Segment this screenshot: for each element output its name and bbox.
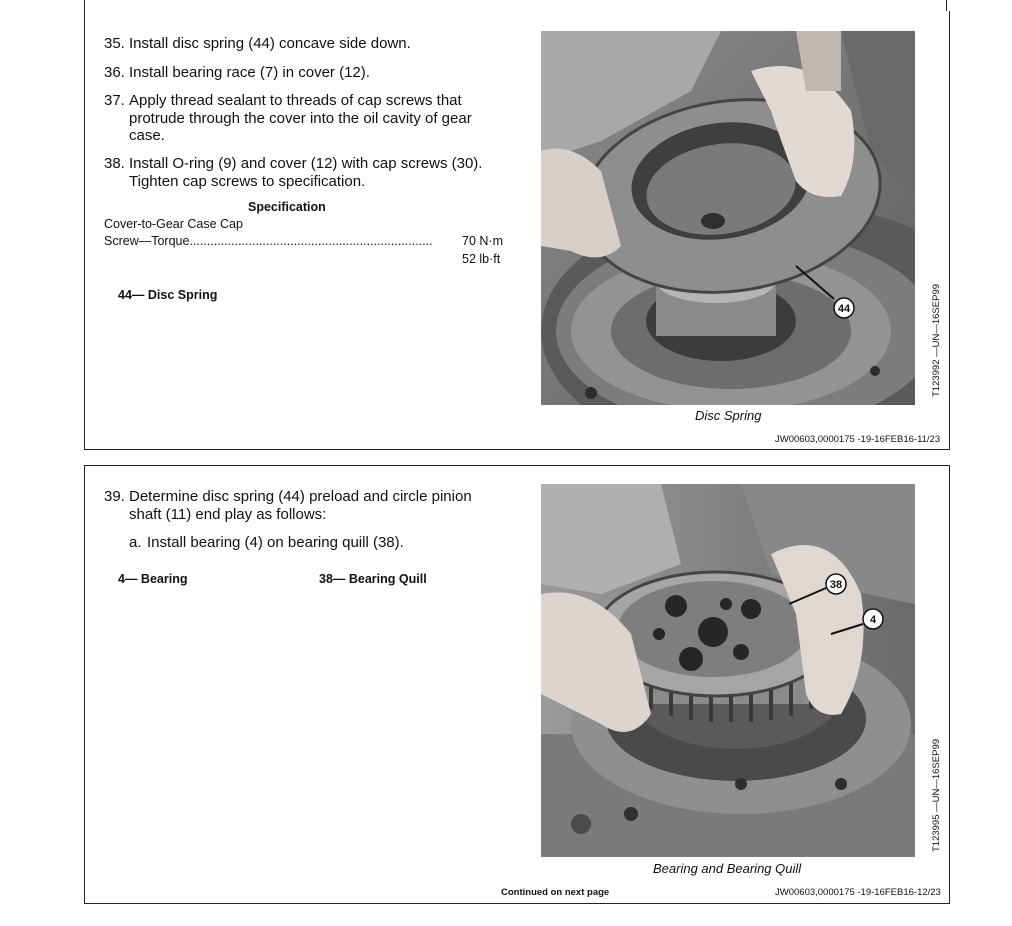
continued-notice: Continued on next page — [501, 887, 610, 898]
step-text: Install bearing race (7) in cover (12). — [129, 64, 370, 81]
image-code-1: T123992 —UN—16SEP99 — [931, 283, 942, 397]
photo-callout-38: 38 — [829, 579, 843, 591]
disc-spring-photo — [541, 31, 915, 405]
step-text-line: Install O-ring (9) and cover (12) with cap screws (30). — [129, 155, 483, 172]
callout-bearing-quill: 38— Bearing Quill — [319, 572, 427, 586]
photo-caption-2: Bearing and Bearing Quill — [653, 861, 802, 876]
photo-caption-1: Disc Spring — [695, 408, 762, 423]
step-number: 36. — [104, 64, 125, 81]
disc-spring-illustration — [541, 31, 915, 405]
spec-value-metric: 70 N·m — [462, 234, 503, 248]
step-text-line: Apply thread sealant to threads of cap screws that — [129, 92, 462, 109]
step-number: 37. — [104, 92, 125, 109]
callout-bearing: 4— Bearing — [118, 572, 188, 586]
spec-leader-dots: ...................................................................... — [189, 234, 433, 248]
reference-code-1: JW00603,0000175 -19-16FEB16-11/23 — [775, 434, 941, 445]
step-text-line: Tighten cap screws to specification. — [129, 172, 366, 190]
step-number: 39. — [104, 488, 125, 505]
substep-letter: a. — [129, 534, 142, 551]
bearing-quill-photo — [541, 484, 915, 857]
spec-item-line2 — [104, 234, 464, 250]
step-number: 35. — [104, 35, 125, 52]
photo-callout-44: 44 — [837, 303, 851, 315]
step-text-line: shaft (11) end play as follows: — [129, 505, 327, 523]
procedure-panel-2 — [84, 465, 950, 904]
callout-disc-spring: 44— Disc Spring — [118, 288, 218, 302]
spec-heading: Specification — [248, 200, 326, 214]
step-text-line: Determine disc spring (44) preload and circle pinion — [129, 488, 472, 505]
image-code-2: T123995 —UN—16SEP99 — [931, 738, 942, 852]
step-text: Install disc spring (44) concave side down. — [129, 35, 411, 52]
bearing-quill-illustration — [541, 484, 915, 857]
reference-code-2: JW00603,0000175 -19-16FEB16-12/23 — [775, 887, 941, 898]
procedure-panel-1 — [84, 11, 950, 450]
spec-value-imperial: 52 lb·ft — [462, 252, 501, 266]
step-number: 38. — [104, 155, 125, 172]
spec-item-label: Screw—Torque — [104, 234, 190, 248]
step-text-line: protrude through the cover into the oil cavity of gear — [129, 109, 472, 127]
photo-callout-4: 4 — [869, 614, 877, 626]
spec-item-line1: Cover-to-Gear Case Cap — [104, 217, 243, 231]
substep-text: Install bearing (4) on bearing quill (38). — [147, 534, 404, 551]
step-text-line: case. — [129, 127, 165, 144]
